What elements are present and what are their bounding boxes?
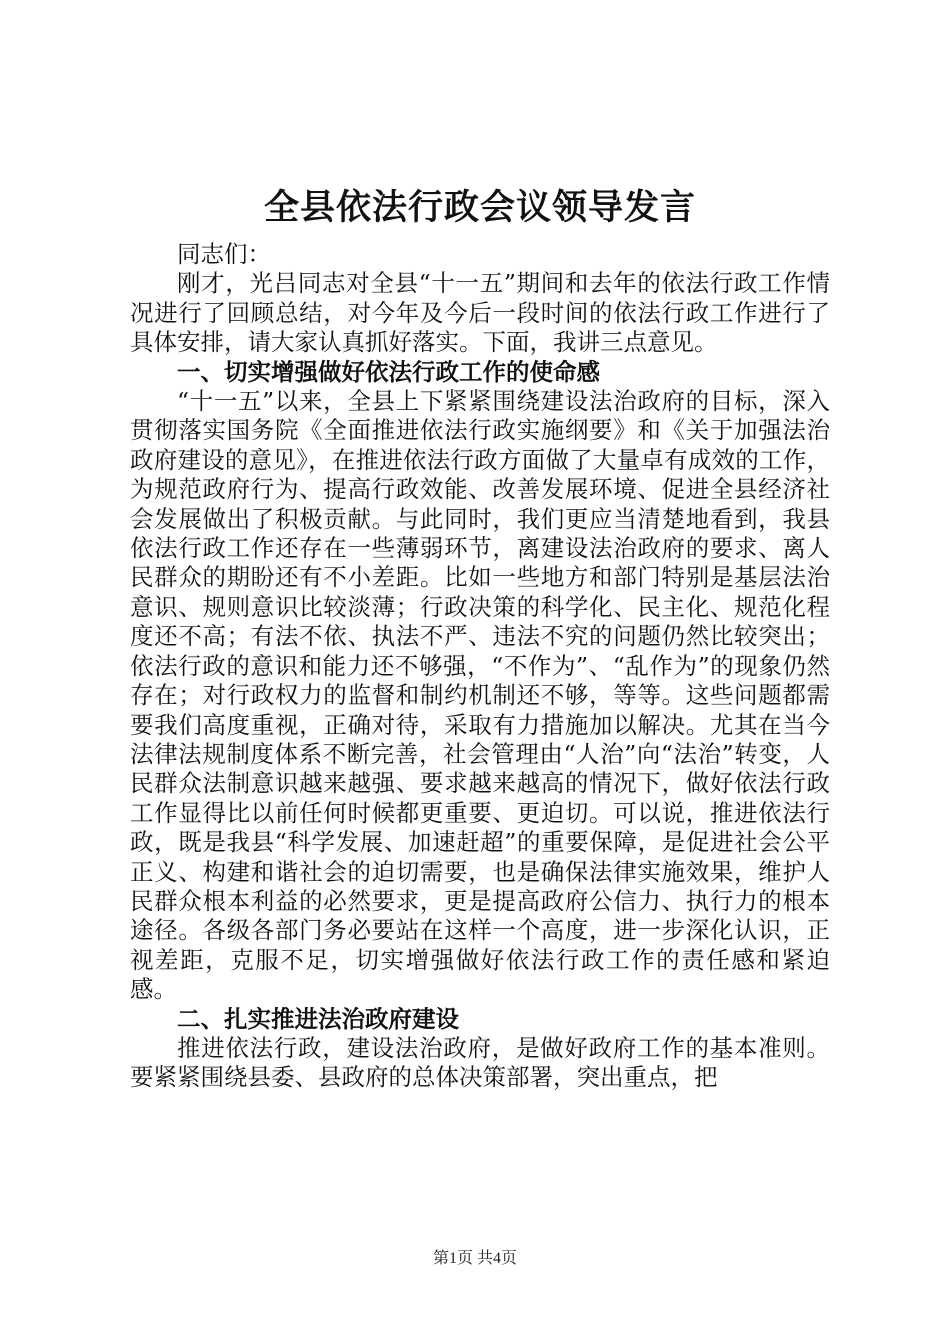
section-2-paragraph: 推进依法行政，建设法治政府，是做好政府工作的基本准则。要紧紧围绕县委、县政府的总体决策部署，突出重点，把 [130,1033,830,1092]
intro-paragraph: 刚才，光吕同志对全县“十一五”期间和去年的依法行政工作情况进行了回顾总结，对今年及今后一段时间的依法行政工作进行了具体安排，请大家认真抓好落实。下面，我讲三点意见。 [130,269,830,357]
page-footer: 第1页 共4页 [432,1250,517,1267]
document-page [130,178,830,1093]
section-heading-1: 一、切实增强做好依法行政工作的使命感 [177,357,600,386]
salutation: 同志们： [177,240,271,268]
section-heading-2: 二、扎实推进法治政府建设 [177,1004,459,1033]
document-title: 全县依法行政会议领导发言 [263,187,696,228]
section-1-paragraph: “十一五”以来，全县上下紧紧围绕建设法治政府的目标，深入贯彻落实国务院《全面推进依法行政实施纲要》和《关于加强法治政府建设的意见》，在推进依法行政方面做了大量卓有成效的工作，为规范政府行为、提高行政效能、改善发展环境、促进全县经济社会发展做出了积极贡献。与此同时，我们更应当清楚地看到，我县依法行政工作还存在一些薄弱环节，离建设法治政府的要求、离人民群众的期盼还有不小差距。比如一些地方和部门特别是基层法治意识、规则意识比较淡薄；行政决策的科学化、民主化、规范化程度还不高；有法不依、执法不严、违法不究的问题仍然比较突出；依法行政的意识和能力还不够强，“不作为”、“乱作为”的现象仍然存在；对行政权力的监督和制约机制还不够，等等。这些问题都需要我们高度重视，正确对待，采取有力措施加以解决。尤其在当今法律法规制度体系不断完善，社会管理由“人治”向“法治”转变，人民群众法制意识越来越强、要求越来越高的情况下，做好依法行政工作显得比以前任何时候都更重要、更迫切。可以说，推进依法行政，既是我县“科学发展、加速赶超”的重要保障，是促进社会公平正义、构建和谐社会的迫切需要，也是确保法律实施效果，维护人民群众根本利益的必然要求，更是提高政府公信力、执行力的根本途径。各级各部门务必要站在这样一个高度，进一步深化认识，正视差距，克服不足，切实增强做好依法行政工作的责任感和紧迫感。 [130,387,830,1004]
